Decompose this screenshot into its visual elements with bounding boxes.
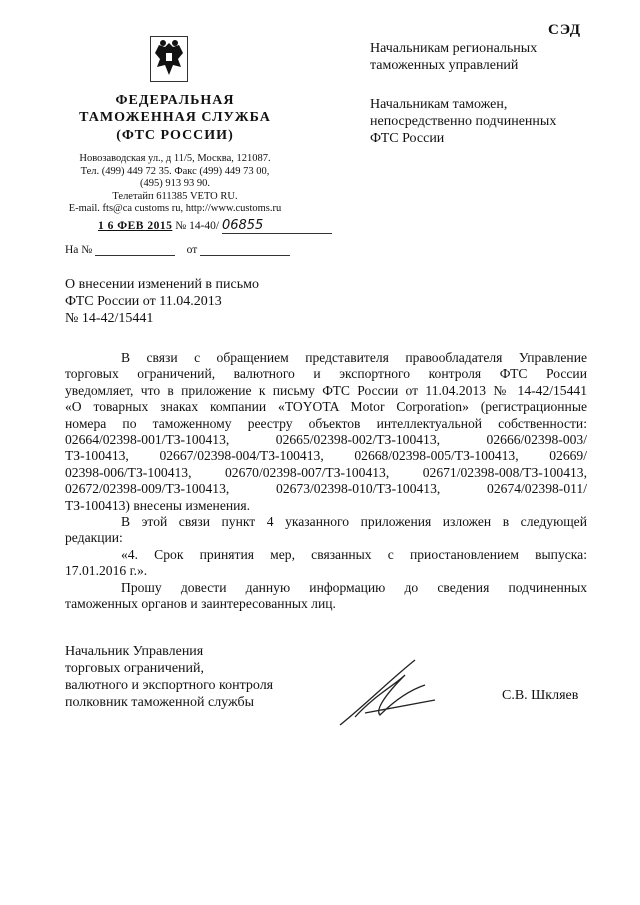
letter-body [65, 350, 587, 613]
registration-number-label: № 14-40/ [175, 220, 220, 232]
body-line: 02672/02398-009/ТЗ-100413, 02673/02398-010/ТЗ-100413, 02674/02398-011/ [65, 481, 587, 497]
registration-date: 1 6 ФЕВ 2015 [98, 220, 173, 232]
address-line: Новозаводская ул., д 11/5, Москва, 121087. [79, 153, 271, 164]
subject-line: ФТС России от 11.04.2013 [65, 294, 222, 309]
body-line: 17.01.2016 г.». [65, 563, 148, 579]
recipient-block [370, 40, 537, 74]
org-short-name: (ФТС РОССИИ) [116, 128, 234, 143]
body-line: Прошу довести данную информацию до сведения подчиненных [121, 579, 587, 595]
body-line: 02398-006/ТЗ-100413, 02670/02398-007/ТЗ-100413, 02671/02398-008/ТЗ-100413, [65, 464, 587, 480]
signatory-name: С.В. Шкляев [502, 688, 579, 703]
from-label: от [186, 244, 198, 256]
org-name [60, 92, 290, 126]
recipient-line: Начальникам региональных [370, 41, 538, 56]
coat-of-arms-emblem [150, 36, 188, 82]
address-line: Тел. (499) 449 72 35. Факс (499) 449 73 00, [80, 165, 270, 177]
reply-date-blank [200, 255, 290, 256]
body-line: 02664/02398-001/ТЗ-100413, 02665/02398-002/ТЗ-100413, 02666/02398-003/ [65, 432, 587, 448]
body-line: редакции: [65, 530, 123, 546]
signatory-line: полковник таможенной службы [65, 695, 255, 710]
recipient-line: Начальникам таможен, [370, 97, 508, 112]
signatory-title [65, 643, 273, 711]
registration-number: 06855 [222, 218, 332, 234]
org-name-line: ТАМОЖЕННАЯ СЛУЖБА [79, 110, 271, 125]
body-line: ТЗ-100413, 02667/02398-004/ТЗ-100413, 02668/02398-005/ТЗ-100413, 02669/ [65, 448, 587, 464]
body-line: «О товарных знаках компании «TOYOTA Motor Corporation» (регистрационные [65, 399, 587, 415]
body-line: номера по таможенному реестру объектов интеллектуальной собственности: [65, 415, 587, 431]
body-line: таможенных органов и заинтересованных лиц. [65, 596, 336, 612]
body-line: уведомляет, что в приложение к письму ФТС России от 11.04.2013 № 14-42/15441 [65, 382, 587, 398]
reply-to-label: На № [65, 244, 93, 256]
body-line: ТЗ-100413) внесены изменения. [65, 497, 251, 513]
subject-line: О внесении изменений в письмо [65, 277, 259, 292]
recipient-block [370, 96, 556, 147]
body-line: В связи с обращением представителя правообладателя Управление [121, 350, 587, 365]
handwritten-signature [335, 655, 445, 735]
reply-to-line [65, 244, 290, 256]
subject [65, 276, 259, 327]
sender-address [50, 153, 300, 216]
org-name-line: ФЕДЕРАЛЬНАЯ [115, 93, 235, 108]
signatory-line: валютного и экспортного контроля [65, 678, 274, 693]
body-line: торговых ограничений, валютного и экспортного контроля ФТС России [65, 366, 587, 382]
reply-number-blank [95, 255, 175, 256]
registration-line [98, 218, 332, 234]
signatory-line: торговых ограничений, [65, 661, 205, 676]
address-line: Телетайп 611385 VETO RU. [112, 190, 238, 202]
address-line: (495) 913 93 90. [140, 178, 210, 189]
body-line: «4. Срок принятия мер, связанных с приостановлением выпуска: [121, 546, 587, 562]
body-line: В этой связи пункт 4 указанного приложения изложен в следующей [121, 514, 587, 530]
address-line: E-mail. fts@ca customs ru, http://www.customs.ru [68, 203, 282, 214]
signatory-line: Начальник Управления [65, 644, 204, 659]
recipient-line: непосредственно подчиненных [370, 114, 557, 129]
sed-stamp: СЭД [548, 22, 582, 38]
recipient-line: ФТС России [370, 131, 445, 146]
subject-line: № 14-42/15441 [65, 311, 154, 326]
recipient-line: таможенных управлений [370, 58, 519, 73]
